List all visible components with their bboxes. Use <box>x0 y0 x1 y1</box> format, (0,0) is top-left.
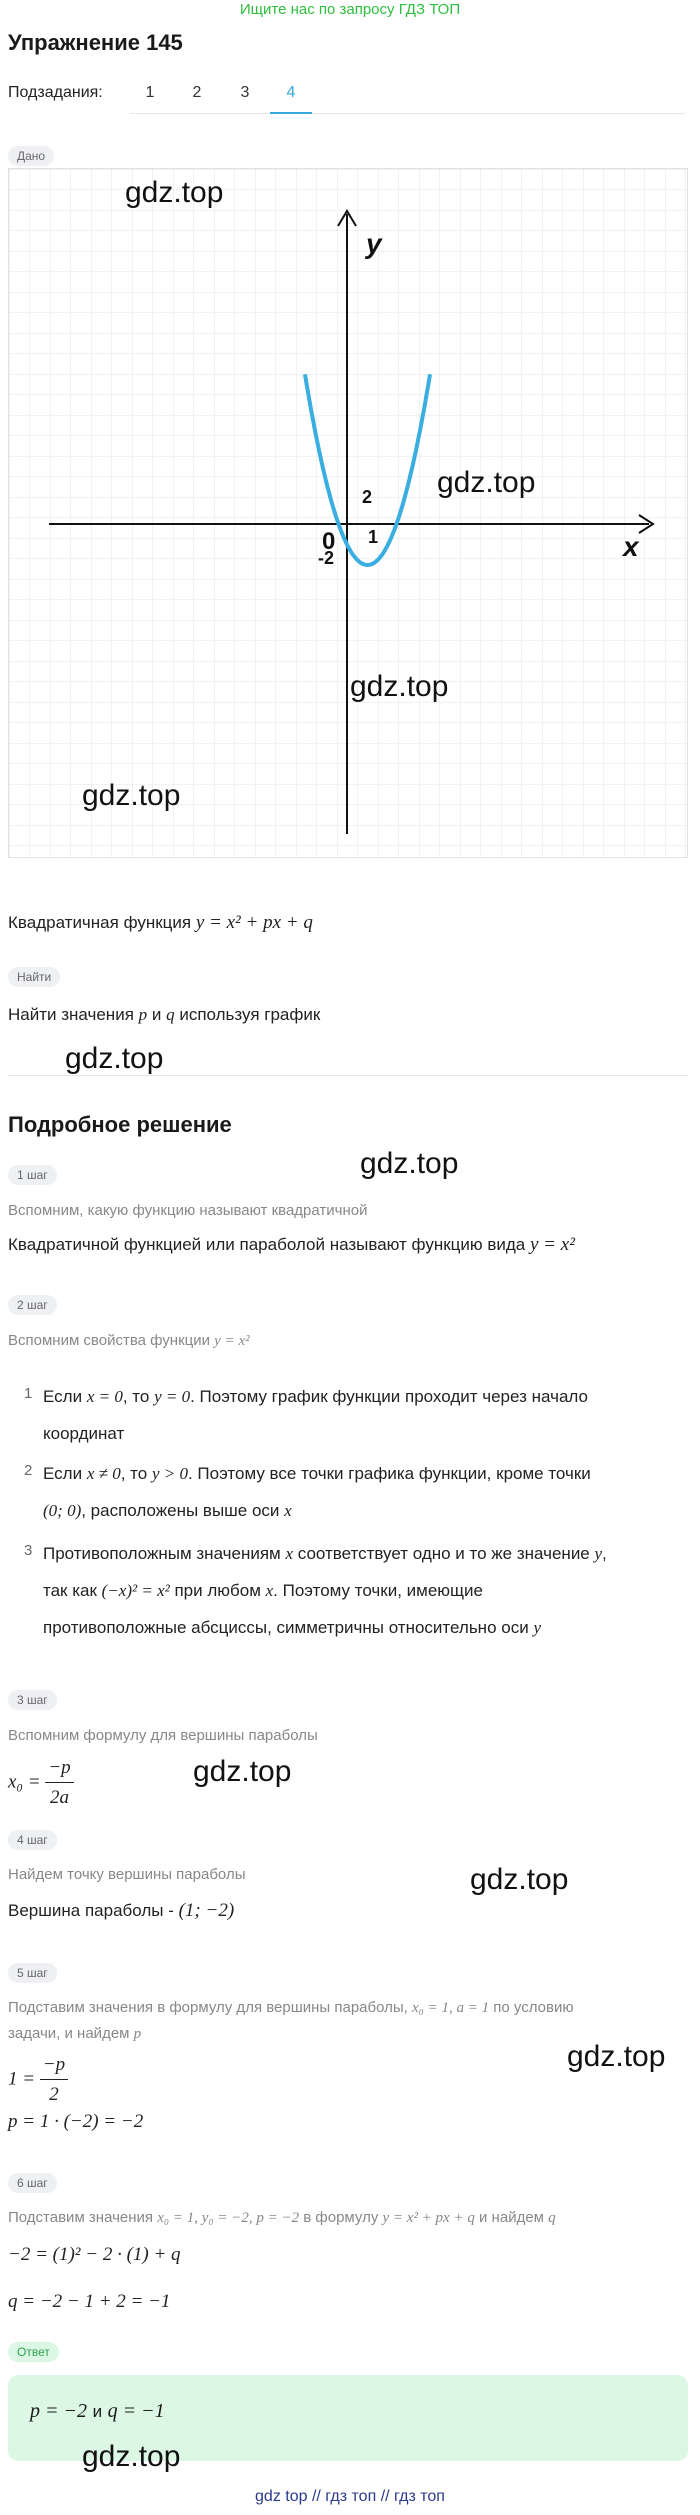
step-6-tag: 6 шаг <box>8 2173 57 2193</box>
function-graph <box>9 169 687 857</box>
step-4-tag: 4 шаг <box>8 1830 57 1850</box>
x-axis-label: x <box>623 531 639 562</box>
subtab-3[interactable]: 3 <box>240 84 250 101</box>
watermark: gdz.top <box>193 1755 292 1788</box>
section-divider <box>8 1075 688 1076</box>
subtabs-label: Подзадания: <box>8 84 103 101</box>
top-banner: Ищите нас по запросу ГДЗ ТОП <box>239 1 461 18</box>
step-3-tag: 3 шаг <box>8 1690 57 1710</box>
graph-panel <box>8 168 688 858</box>
watermark: gdz.top <box>360 1147 459 1180</box>
active-subtab-indicator <box>270 112 312 114</box>
watermark: gdz.top <box>65 1042 164 1075</box>
answer-text: p = −2 и q = −1 <box>30 2400 165 2422</box>
step-2-hint: Вспомним свойства функции y = x² <box>8 1332 250 1349</box>
vertex-formula: x₀ = $\frac{-p}{2a}$ <box>8 1753 74 1813</box>
watermark: gdz.top <box>82 2440 181 2473</box>
tick-label-x1: 1 <box>368 527 379 547</box>
step-1-tag: 1 шаг <box>8 1165 57 1185</box>
property-item-3: Противоположным значениям x соответствует одно и то же значение y, так как (−x)² = x² при любом x. Поэтому точки, имеющие противоположные абсциссы, симметричны относительно оси y <box>43 1544 607 1637</box>
page-title: Упражнение 145 <box>8 30 183 55</box>
step-5-tag: 5 шаг <box>8 1963 57 1983</box>
step-6-hint: Подставим значения x₀ = 1, y₀ = −2, p = −2 в формулу y = x² + px + q и найдем q <box>8 2209 556 2226</box>
watermark: gdz.top <box>350 670 449 703</box>
step-5-hint: Подставим значения в формулу для вершины параболы, x₀ = 1, a = 1 по условию задачи, и найдем p <box>8 1999 574 2042</box>
step-5-result: p = 1 · (−2) = −2 <box>8 2111 144 2132</box>
find-tag: Найти <box>8 967 60 987</box>
property-item-2: Если x ≠ 0, то y > 0. Поэтому все точки графика функции, кроме точки (0; 0), расположены выше оси x <box>43 1464 591 1520</box>
list-number: 1 <box>24 1385 33 1402</box>
step-5-equation: 1 = $\frac{-p}{2}$ <box>8 2050 68 2110</box>
subtabs-divider <box>130 113 685 114</box>
given-tag: Дано <box>8 146 54 166</box>
footer-links[interactable]: gdz top // гдз топ // гдз топ <box>255 2488 445 2505</box>
watermark: gdz.top <box>437 466 536 499</box>
step-3-hint: Вспомним формулу для вершины параболы <box>8 1727 318 1744</box>
find-text: Найти значения p и q используя график <box>8 1005 321 1024</box>
list-number: 2 <box>24 1462 33 1479</box>
answer-tag: Ответ <box>8 2342 59 2362</box>
tick-label-y2: 2 <box>362 487 373 507</box>
watermark: gdz.top <box>125 176 224 209</box>
vertex-point: Вершина параболы - (1; −2) <box>8 1900 235 1921</box>
watermark: gdz.top <box>82 779 181 812</box>
watermark: gdz.top <box>470 1863 569 1896</box>
step-4-hint: Найдем точку вершины параболы <box>8 1866 246 1883</box>
step-6-substitution: −2 = (1)² − 2 · (1) + q <box>8 2244 181 2265</box>
y-axis-label: y <box>366 228 382 259</box>
solution-title: Подробное решение <box>8 1112 232 1137</box>
step-1-hint: Вспомним, какую функцию называют квадратичной <box>8 1202 368 1219</box>
property-item-1: Если x = 0, то y = 0. Поэтому график функции проходит через начало координат <box>43 1387 588 1443</box>
step-1-text: Квадратичной функцией или параболой называют функцию вида y = x² <box>8 1234 575 1255</box>
subtab-4[interactable]: 4 <box>286 84 296 101</box>
step-6-result: q = −2 − 1 + 2 = −1 <box>8 2291 171 2312</box>
subtab-1[interactable]: 1 <box>145 84 155 101</box>
tick-label-y-neg2: -2 <box>318 548 335 568</box>
watermark: gdz.top <box>567 2040 666 2073</box>
list-number: 3 <box>24 1542 33 1559</box>
given-text: Квадратичная функция y = x² + px + q <box>8 912 313 933</box>
origin-label: 0 <box>322 528 336 555</box>
subtab-2[interactable]: 2 <box>192 84 202 101</box>
step-2-tag: 2 шаг <box>8 1295 57 1315</box>
